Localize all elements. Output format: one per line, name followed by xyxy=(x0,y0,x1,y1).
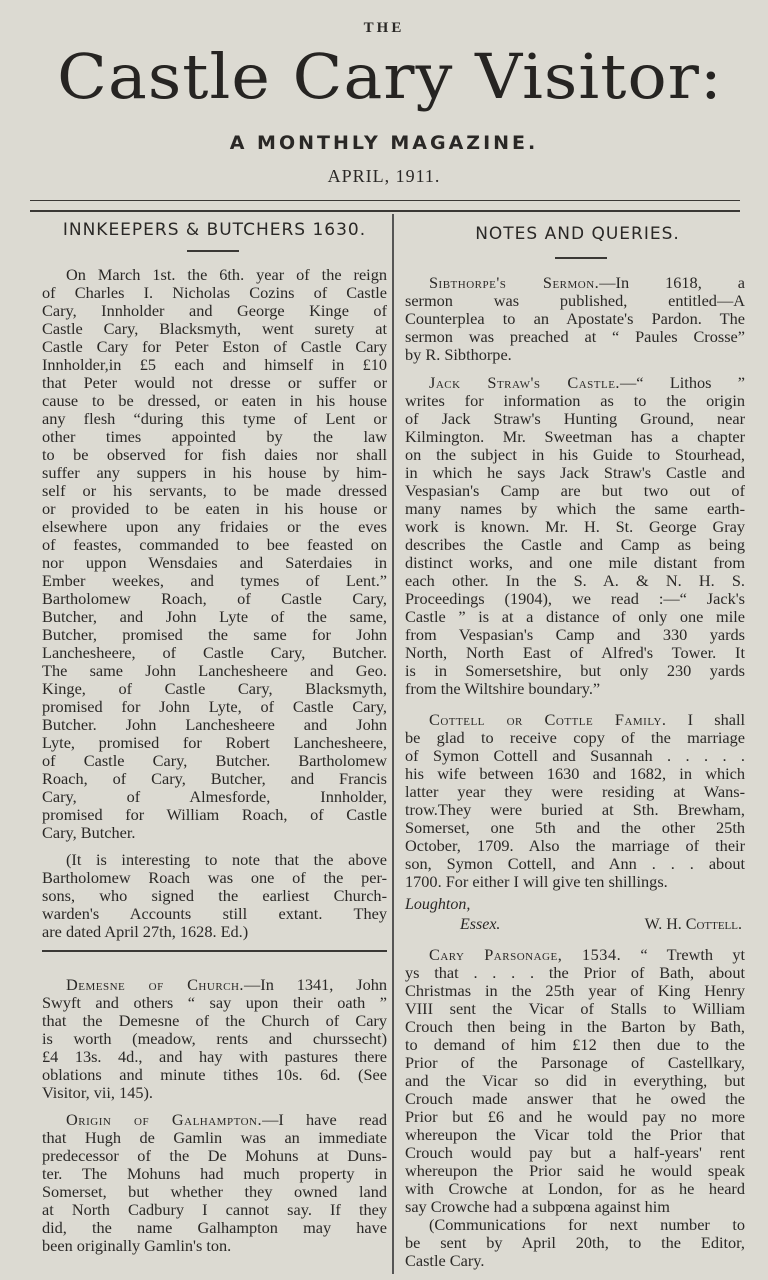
line-text: and the Vicar so did in everything, but xyxy=(405,1072,745,1090)
line-text: by R. Sibthorpe. xyxy=(405,346,512,364)
text-line xyxy=(405,1234,745,1252)
text-line xyxy=(405,590,745,608)
text-line xyxy=(405,765,745,783)
line-text: sons, who signed the earliest Church- xyxy=(42,887,387,905)
line-text: Castle ” is at a distance of only one mile xyxy=(405,608,745,626)
line-text: be glad to receive copy of the marriage xyxy=(405,729,745,747)
text-line xyxy=(42,923,387,941)
text-line xyxy=(42,662,387,680)
text-line xyxy=(405,644,745,662)
line-text: is worth (meadow, rents and churssecht) xyxy=(42,1030,387,1048)
line-text: describes the Castle and Camp as being xyxy=(405,536,745,554)
line-text: Cary, Butcher. xyxy=(42,824,136,842)
text-line xyxy=(405,964,745,982)
article-section xyxy=(42,266,387,842)
text-line xyxy=(42,1183,387,1201)
line-text: Innholder,in £5 each and himself in £10 xyxy=(42,356,387,374)
left-column-heading: INNKEEPERS & BUTCHERS 1630. xyxy=(62,220,367,240)
line-text: did, the name Galhampton may have xyxy=(42,1219,387,1237)
text-line xyxy=(42,410,387,428)
text-line xyxy=(42,1129,387,1147)
text-line xyxy=(42,266,387,284)
line-text: writes for information as to the origin xyxy=(405,392,745,410)
text-line xyxy=(405,464,745,482)
section-lead: Sibthorpe's Sermon. xyxy=(429,274,600,292)
line-text: that Peter would not dresse or suffer or xyxy=(42,374,387,392)
text-line xyxy=(42,716,387,734)
text-line xyxy=(405,428,745,446)
text-line xyxy=(405,310,745,328)
text-line xyxy=(42,698,387,716)
text-line xyxy=(405,873,745,891)
text-line xyxy=(42,554,387,572)
line-text: Butcher, and John Lyte of the same, xyxy=(42,608,387,626)
section-lead: Origin of Galhampton. xyxy=(66,1111,263,1129)
line-text: many names by which the same earth- xyxy=(405,500,745,518)
text-line xyxy=(405,855,745,873)
text-line xyxy=(405,1180,745,1198)
article-section xyxy=(405,374,745,698)
line-text: work is known. Mr. H. St. George Gray xyxy=(405,518,745,536)
text-line xyxy=(42,1012,387,1030)
line-text: to demand of him £12 then due to the xyxy=(405,1036,745,1054)
signature-name: W. H. Cottell. xyxy=(644,916,742,933)
text-line xyxy=(405,819,745,837)
column-divider xyxy=(392,214,394,1274)
line-text: Christmas in the 25th year of King Henry xyxy=(405,982,745,1000)
line-text: say Crowche had a subpœna against him xyxy=(405,1198,670,1216)
text-line xyxy=(42,976,387,994)
line-text: cause to be dressed, or eaten in his house xyxy=(42,392,387,410)
line-text: Bartholomew Roach, of Castle Cary, xyxy=(42,590,387,608)
text-line xyxy=(405,783,745,801)
left-heading-rule xyxy=(187,250,239,252)
line-text: sermon was preached at “ Paules Crosse” xyxy=(405,328,745,346)
text-line xyxy=(42,887,387,905)
text-line xyxy=(405,1108,745,1126)
header-rule-thin xyxy=(30,200,740,201)
text-line xyxy=(42,518,387,536)
line-text: £4 13s. 4d., and hay with pastures there xyxy=(42,1048,387,1066)
line-text: whereupon the Vicar told the Prior that xyxy=(405,1126,745,1144)
line-text: I shall xyxy=(666,711,745,729)
line-text: suffer any suppers in his house by him- xyxy=(42,464,387,482)
line-text: ter. The Mohuns had much property in xyxy=(42,1165,387,1183)
line-text: or provided to be eaten in his house or xyxy=(42,500,387,518)
section-lead: Demesne of Church. xyxy=(66,976,245,994)
line-text: is in Somersetshire, but only 230 yards xyxy=(405,662,745,680)
text-line xyxy=(42,392,387,410)
text-line xyxy=(405,1036,745,1054)
line-text: —In 1618, a xyxy=(599,274,745,292)
text-line xyxy=(405,328,745,346)
text-line xyxy=(42,356,387,374)
line-text: Ember weekes, and tymes of Lent.” xyxy=(42,572,387,590)
text-line xyxy=(405,482,745,500)
line-text: that Hugh de Gamlin was an immediate xyxy=(42,1129,387,1147)
text-line xyxy=(405,346,745,364)
line-text: that the Demesne of the Church of Cary xyxy=(42,1012,387,1030)
line-text: (Communications for next number to xyxy=(429,1216,745,1234)
line-text: to be observed for fish daies nor shall xyxy=(42,446,387,464)
line-text: predecessor of the De Mohuns at Duns- xyxy=(42,1147,387,1165)
text-line xyxy=(405,837,745,855)
line-text: of feastes, commanded to bee feasted on xyxy=(42,536,387,554)
text-line xyxy=(42,1237,387,1255)
line-text: Lanchesheere, of Castle Cary, Butcher. xyxy=(42,644,387,662)
line-text: Cary, Innholder and George Kinge of xyxy=(42,302,387,320)
text-line xyxy=(42,446,387,464)
line-text: nor uppon Wensdaies and Saterdaies in xyxy=(42,554,387,572)
text-line xyxy=(405,374,745,392)
text-line xyxy=(42,994,387,1012)
text-line xyxy=(405,572,745,590)
line-text: ys that . . . . the Prior of Bath, about xyxy=(405,964,745,982)
line-text: of Jack Straw's Hunting Ground, near xyxy=(405,410,745,428)
article-section xyxy=(42,851,387,941)
line-text: Butcher, promised the same for John xyxy=(42,626,387,644)
line-text: (It is interesting to note that the above xyxy=(66,851,387,869)
line-text: Crouch would pay but a half-years' rent xyxy=(405,1144,745,1162)
line-text: other times appointed by the law xyxy=(42,428,387,446)
text-line xyxy=(405,747,745,765)
text-line xyxy=(42,824,387,842)
right-column-heading: NOTES AND QUERIES. xyxy=(475,224,680,244)
line-text: whereupon the Prior said he would speak xyxy=(405,1162,745,1180)
line-text: Kilmington. Mr. Sweetman has a chapter xyxy=(405,428,745,446)
text-line xyxy=(42,536,387,554)
line-text: be sent by April 20th, to the Editor, xyxy=(405,1234,745,1252)
line-text: —“ Lithos ” xyxy=(619,374,745,392)
text-line xyxy=(405,518,745,536)
text-line xyxy=(42,806,387,824)
text-line xyxy=(405,410,745,428)
line-text: at North Cadbury I cannot say. If they xyxy=(42,1201,387,1219)
line-text: —In 1341, John xyxy=(244,976,387,994)
line-text: Proceedings (1904), we read :—“ Jack's xyxy=(405,590,745,608)
text-line xyxy=(42,302,387,320)
line-text: VIII sent the Vicar of Stalls to William xyxy=(405,1000,745,1018)
line-text: from Vespasian's Camp and 330 yards xyxy=(405,626,745,644)
text-line xyxy=(42,1219,387,1237)
line-text: Butcher. John Lanchesheere and John xyxy=(42,716,387,734)
line-text: each other. In the S. A. & N. H. S. xyxy=(405,572,745,590)
text-line xyxy=(42,680,387,698)
line-text: sermon was published, entitled—A xyxy=(405,292,745,310)
text-line xyxy=(42,1030,387,1048)
text-line xyxy=(42,590,387,608)
text-line xyxy=(42,1111,387,1129)
line-text: Castle Cary, Blacksmyth, went surety at xyxy=(42,320,387,338)
text-line xyxy=(405,1090,745,1108)
line-text: Swyft and others “ say upon their oath ” xyxy=(42,994,387,1012)
line-text: —I have read xyxy=(262,1111,387,1129)
line-text: Counterplea to an Apostate's Pardon. The xyxy=(405,310,745,328)
line-text: are dated April 27th, 1628. Ed.) xyxy=(42,923,249,941)
text-line xyxy=(42,572,387,590)
text-line xyxy=(405,292,745,310)
text-line xyxy=(42,905,387,923)
masthead-subtitle: A MONTHLY MAGAZINE. xyxy=(229,132,539,154)
text-line xyxy=(42,869,387,887)
line-text: on the subject in his Guide to Stourhead, xyxy=(405,446,745,464)
line-text: Prior but £6 and he would pay no more xyxy=(405,1108,745,1126)
line-text: promised for William Roach, of Castle xyxy=(42,806,387,824)
line-text: distinct works, and one mile distant from xyxy=(405,554,745,572)
right-heading-rule xyxy=(555,257,607,259)
section-lead: Jack Straw's Castle. xyxy=(429,374,620,392)
text-line xyxy=(42,464,387,482)
text-line xyxy=(405,392,745,410)
line-text: elsewhere upon any fridaies or the eves xyxy=(42,518,387,536)
header-rule-thick xyxy=(30,210,740,212)
text-line xyxy=(405,274,745,292)
text-line xyxy=(42,1165,387,1183)
text-line xyxy=(42,626,387,644)
text-line xyxy=(405,662,745,680)
line-text: Visitor, vii, 145). xyxy=(42,1084,153,1102)
line-text: self or his servants, to be made dressed xyxy=(42,482,387,500)
text-line xyxy=(405,1018,745,1036)
text-line xyxy=(405,554,745,572)
text-line xyxy=(42,1084,387,1102)
line-text: trow.They were buried at Sth. Brewham, xyxy=(405,801,745,819)
line-text: latter year they were residing at Wans- xyxy=(405,783,745,801)
article-section xyxy=(405,1216,745,1270)
line-text: of Castle Cary, Butcher. Bartholomew xyxy=(42,752,387,770)
line-text: of Charles I. Nicholas Cozins of Castle xyxy=(42,284,387,302)
line-text: Castle Cary for Peter Eston of Castle Cary xyxy=(42,338,387,356)
line-text: his wife between 1630 and 1682, in which xyxy=(405,765,745,783)
text-line xyxy=(42,374,387,392)
text-line xyxy=(405,608,745,626)
text-line xyxy=(405,1126,745,1144)
line-text: On March 1st. the 6th. year of the reign xyxy=(66,266,387,284)
text-line xyxy=(42,788,387,806)
line-text: warden's Accounts still extant. They xyxy=(42,905,387,923)
text-line xyxy=(405,1162,745,1180)
text-line xyxy=(405,982,745,1000)
text-line xyxy=(405,729,745,747)
line-text: Vespasian's Camp are but two out of xyxy=(405,482,745,500)
text-line xyxy=(42,752,387,770)
text-line xyxy=(405,446,745,464)
text-line xyxy=(405,1252,745,1270)
line-text: from the Wiltshire boundary.” xyxy=(405,680,601,698)
text-line xyxy=(405,1198,745,1216)
text-line xyxy=(42,1147,387,1165)
text-line xyxy=(42,608,387,626)
line-text: been originally Gamlin's ton. xyxy=(42,1237,232,1255)
text-line xyxy=(42,1048,387,1066)
text-line xyxy=(405,1216,745,1234)
text-line xyxy=(42,1066,387,1084)
article-section xyxy=(405,946,745,1216)
text-line xyxy=(405,1000,745,1018)
text-line xyxy=(42,338,387,356)
text-line xyxy=(42,482,387,500)
issue-date: APRIL, 1911. xyxy=(327,166,441,186)
line-text: “ Trewth yt xyxy=(621,946,745,964)
article-section xyxy=(42,976,387,1102)
section-lead: Cary Parsonage, 1534. xyxy=(429,946,622,964)
line-text: Crouch then being in the Barton by Bath, xyxy=(405,1018,745,1036)
text-line xyxy=(405,1054,745,1072)
signature-county: Essex. xyxy=(460,916,501,933)
text-line xyxy=(405,680,745,698)
line-text: Somerset, one 5th and the other 25th xyxy=(405,819,745,837)
text-line xyxy=(42,320,387,338)
line-text: North, North East of Alfred's Tower. It xyxy=(405,644,745,662)
masthead-title: Castle Cary Visitor: xyxy=(57,40,723,113)
line-text: 1700. For either I will give ten shillings. xyxy=(405,873,668,891)
text-line xyxy=(405,711,745,729)
text-line xyxy=(405,500,745,518)
line-text: Somerset, but whether they owned land xyxy=(42,1183,387,1201)
line-text: of Symon Cottell and Susannah . . . . . xyxy=(405,747,745,765)
text-line xyxy=(405,536,745,554)
line-text: with Crowche at London, for as he heard xyxy=(405,1180,745,1198)
line-text: oblations and minute tithes 10s. 6d. (See xyxy=(42,1066,387,1084)
text-line xyxy=(42,770,387,788)
text-line xyxy=(42,284,387,302)
text-line xyxy=(42,644,387,662)
text-line xyxy=(42,851,387,869)
text-line xyxy=(42,1201,387,1219)
text-line xyxy=(42,428,387,446)
masthead-the: THE xyxy=(363,20,405,36)
section-lead: Cottell or Cottle Family. xyxy=(429,711,667,729)
text-line xyxy=(405,626,745,644)
text-line xyxy=(405,801,745,819)
text-line xyxy=(42,500,387,518)
text-line xyxy=(42,734,387,752)
line-text: in which he says Jack Straw's Castle and xyxy=(405,464,745,482)
line-text: son, Symon Cottell, and Ann . . . about xyxy=(405,855,745,873)
line-text: Lyte, promised for Robert Lanchesheere, xyxy=(42,734,387,752)
line-text: any flesh “during this tyme of Lent or xyxy=(42,410,387,428)
text-line xyxy=(405,946,745,964)
article-section xyxy=(405,711,745,891)
article-section xyxy=(405,274,745,364)
text-line xyxy=(405,1072,745,1090)
line-text: Cary, of Almesforde, Innholder, xyxy=(42,788,387,806)
line-text: promised for John Lyte, of Castle Cary, xyxy=(42,698,387,716)
line-text: The same John Lanchesheere and Geo. xyxy=(42,662,387,680)
article-section xyxy=(42,1111,387,1255)
signature-place: Loughton, xyxy=(405,896,471,913)
section-rule xyxy=(42,950,387,952)
line-text: Crouch made answer that he owed the xyxy=(405,1090,745,1108)
line-text: Roach, of Cary, Butcher, and Francis xyxy=(42,770,387,788)
line-text: Castle Cary. xyxy=(405,1252,485,1270)
line-text: October, 1709. Also the marriage of their xyxy=(405,837,745,855)
line-text: Kinge, of Castle Cary, Blacksmyth, xyxy=(42,680,387,698)
text-line xyxy=(405,1144,745,1162)
line-text: Prior of the Parsonage of Castellkary, xyxy=(405,1054,745,1072)
line-text: Bartholomew Roach was one of the per- xyxy=(42,869,387,887)
